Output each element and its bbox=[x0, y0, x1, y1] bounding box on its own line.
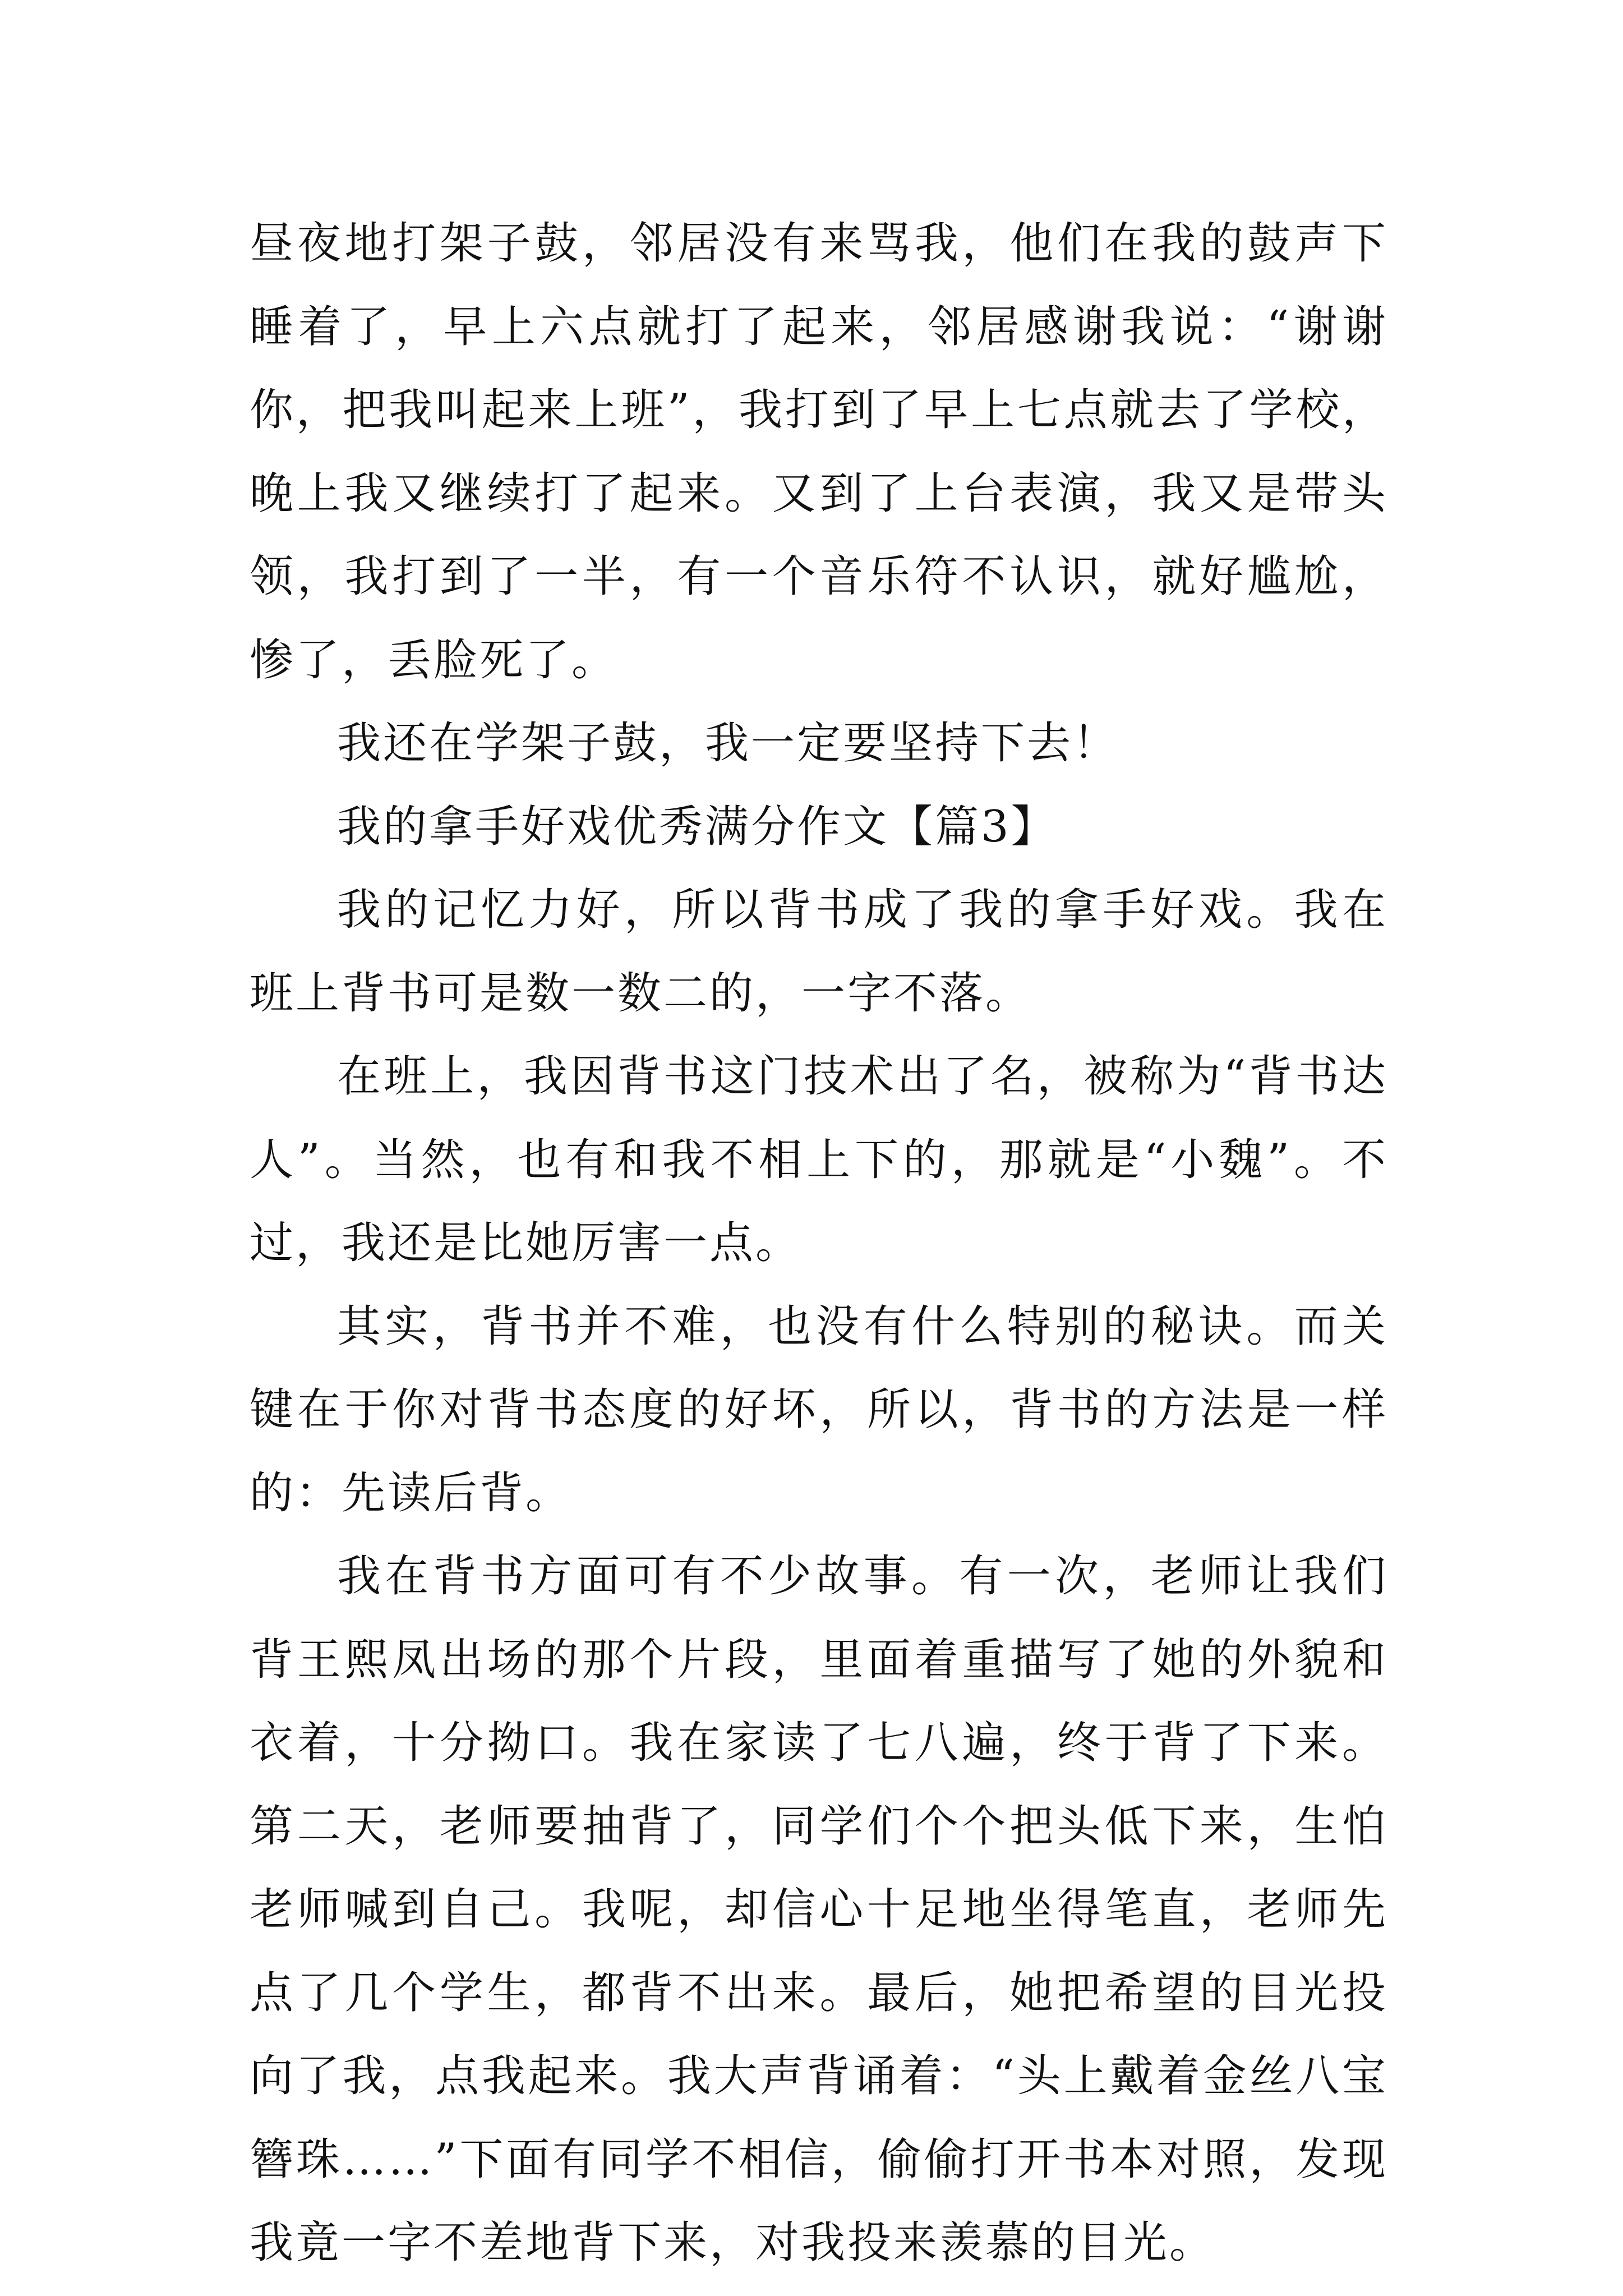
paragraph-2: 我还在学架子鼓，我一定要坚持下去！ bbox=[337, 718, 1119, 769]
paragraph-3: 我的记忆力好，所以背书成了我的拿手好戏。我在班上背书可是数一数二的，一字不落。 bbox=[250, 885, 1388, 1019]
paragraph-6: 我在背书方面可有不少故事。有一次，老师让我们背王熙凤出场的那个片段，里面着重描写了她的外貌和衣着，十分拗口。我在家读了七八遍，终于背了下来。第二天，老师要抽背了，同学们个个把头低下来，生怕老师喊到自己。我呢，却信心十足地坐得笔直，老师先点了几个学生，都背不出来。最后，她把希望的目光投向了我，点我起来。我大声背诵着：“头上戴着金丝八宝簪珠……”下面有同学不相信，偷偷打开书本对照，发现我竟一字不差地背下来，对我投来羡慕的目光。 bbox=[250, 1551, 1388, 2268]
essay-section-heading: 我的拿手好戏优秀满分作文【篇3】 bbox=[337, 801, 1057, 852]
paragraph-1: 昼夜地打架子鼓，邻居没有来骂我，他们在我的鼓声下睡着了，早上六点就打了起来，邻居感谢我说：“谢谢你，把我叫起来上班”，我打到了早上七点就去了学校，晚上我又继续打了起来。又到了上台表演，我又是带头领，我打到了一半，有一个音乐符不认识，就好尴尬，惨了，丢脸死了。 bbox=[250, 218, 1388, 685]
essay-body bbox=[250, 202, 1388, 2285]
paragraph-5: 其实，背书并不难，也没有什么特别的秘诀。而关键在于你对背书态度的好坏，所以，背书的方法是一样的：先读后背。 bbox=[250, 1301, 1388, 1519]
paragraph-4: 在班上，我因背书这门技术出了名，被称为“背书达人”。当然，也有和我不相上下的，那就是“小魏”。不过，我还是比她厉害一点。 bbox=[250, 1051, 1388, 1268]
